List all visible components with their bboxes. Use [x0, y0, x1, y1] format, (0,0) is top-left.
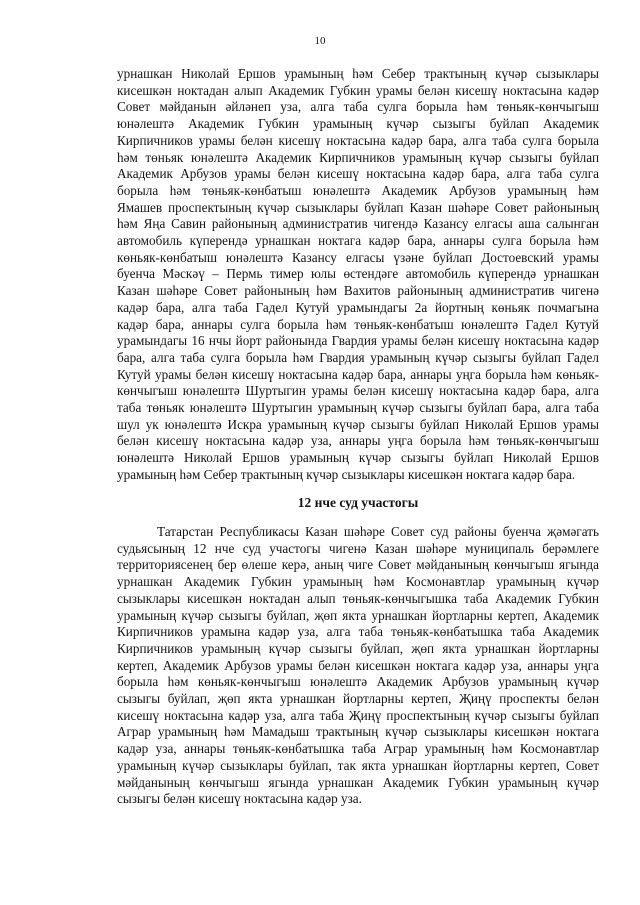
text-line: кисешү ноктасына кадәр уза, алга таба Җиңү проспектының күчәр сызыгы буйлап: [117, 707, 599, 723]
text-line: сызыгы белән кисешү ноктасына кадәр уза.: [117, 791, 362, 807]
text-line: урамының күчәр сызыклары буйлап, так якта урнашкан йортларны кертеп, Совет: [117, 757, 599, 773]
text-line: автомобиль күперендә урнашкан ноктага кадәр бара, аннары сулга борыла һәм: [117, 233, 599, 249]
text-line: кадәр уза, аннары төньяк-көнбатышка таба Аграр урамының һәм Космонавтлар: [117, 741, 599, 757]
text-line: мәйданының көнчыгыш ягында урнашкан Академик Губкин урамының күчәр: [117, 774, 599, 790]
text-line: Кирпичников урамына кадәр уза, алга таба төньяк-көнбатышка таба Академик: [117, 624, 599, 640]
text-line: борыла һәм көньяк-көнчыгыш юнәлештә Академик Арбузов урамының күчәр: [117, 674, 599, 690]
text-line: юнәлештә Николай Ершов урамының күчәр сызыгы буйлап Николай Ершов: [117, 450, 599, 466]
text-line: судьясының 12 нче суд участогы чигенә Казан шәһәре муниципаль берәмлеге: [117, 540, 599, 556]
text-line: Кирпичников урамы белән кисешү ноктасына кадәр бара, алга таба сулга борыла: [117, 132, 599, 148]
text-line: буенча Мәскәү – Пермь тимер юлы өстендәге автомобиль күперендә урнашкан: [117, 266, 599, 282]
text-line: Ямашев проспектының күчәр сызыклары буйлап Казан шәһәре Совет районының: [117, 199, 599, 215]
text-line: кадәр бара, алга таба Гадел Кутуй урамындагы 2а йортның көньяк почмагына: [117, 299, 599, 315]
text-line: кадәр бара, аннары сулга борыла һәм төньяк-көнбатыш юнәлештә Гадел Кутуй: [117, 316, 599, 332]
text-line: Татарстан Республикасы Казан шәһәре Совет суд районы буенча җәмәгать: [157, 524, 599, 539]
text-line: һәм Яңа Савин районының административ чигендә Казансу елгасы аша салынган: [117, 216, 599, 232]
text-line: сызыклары кисешкән ноктадан алып төньяк-көнчыгышка таба Академик Губкин: [117, 590, 599, 606]
text-line: көнчыгыш юнәлештә Шуртыгин урамы белән кисешү ноктасына кадәр бара, алга: [117, 383, 599, 399]
text-line: кертеп, Академик Арбузов урамы белән кисешкән ноктага кадәр уза, аннары уңга: [117, 657, 599, 673]
text-line: Аграр урамының һәм Мамадыш трактының күчәр сызыклары кисешкән ноктага: [117, 724, 599, 740]
text-line: урамының һәм Себер трактының күчәр сызыклары кисешкән ноктага кадәр бара.: [117, 466, 576, 482]
text-line: шул ук юнәлештә Искра урамының күчәр сызыгы буйлап Николай Ершов урамы: [117, 416, 599, 432]
text-line: урнашкан Николай Ершов урамының һәм Себер трактының күчәр сызыклары: [117, 66, 599, 81]
text-line: белән кисешү ноктасына кадәр уза, аннары уңга борыла һәм төньяк-көнчыгыш: [117, 433, 599, 449]
text-line: Академик Арбузов урамы белән кисешү ноктасына кадәр бара, алга таба сулга: [117, 166, 599, 182]
text-line: Кирпичников урамының күчәр сызыгы буйлап, җөп якта урнашкан йортларны: [117, 640, 599, 656]
court-district-paragraph: [117, 524, 599, 808]
text-line: таба төньяк юнәлештә Шуртыгин урамының күчәр сызыгы буйлап бара, алга таба: [117, 400, 599, 416]
page-number: 10: [314, 35, 326, 47]
text-line: урамындагы 16 нчы йорт районында Гвардия урамы белән кисешү ноктасына кадәр: [117, 333, 599, 349]
text-line: көньяк-көнбатыш юнәлештә Казансу елгасы үзәне буйлап Достоевский урамы: [117, 249, 599, 265]
section-heading: 12 нче суд участогы: [297, 495, 419, 510]
text-line: Кутуй урамы белән кисешү ноктасына кадәр бара, аннары уңга борыла һәм көньяк-: [117, 366, 599, 382]
text-line: һәм төньяк юнәлештә Академик Кирпичников урамының күчәр сызыгы буйлап: [117, 149, 599, 165]
text-line: урнашкан Академик Губкин урамының һәм Космонавтлар урамының күчәр: [117, 574, 599, 590]
text-line: Совет мәйданын әйләнеп уза, алга таба сулга борыла һәм төньяк-көнчыгыш: [117, 99, 599, 115]
text-line: бара, алга таба сулга борыла һәм Гвардия урамының күчәр сызыгы буйлап Гадел: [117, 349, 599, 365]
boundary-description-paragraph: [117, 66, 599, 484]
text-line: кисешкән ноктадан алып Академик Губкин урамы белән кисешү ноктасына кадәр: [117, 82, 599, 98]
text-line: юнәлештә Академик Губкин урамының күчәр сызыгы буйлап Академик: [117, 116, 599, 132]
text-line: территориясенең бер өлеше керә, аның чиге Совет мәйданының көнчыгыш ягында: [117, 557, 599, 573]
text-line: сызыгы буйлап, җөп якта урнашкан йортларны кертеп, Җиңү проспекты белән: [117, 691, 599, 707]
text-line: урамының күчәр сызыгы буйлап, җөп якта урнашкан йортларны кертеп, Академик: [117, 607, 599, 623]
text-line: Казан шәһәре Совет районының һәм Вахитов районының административ чигенә: [117, 283, 599, 299]
text-line: борыла һәм төньяк-көнбатыш юнәлештә Академик Арбузов урамының һәм: [117, 182, 599, 198]
